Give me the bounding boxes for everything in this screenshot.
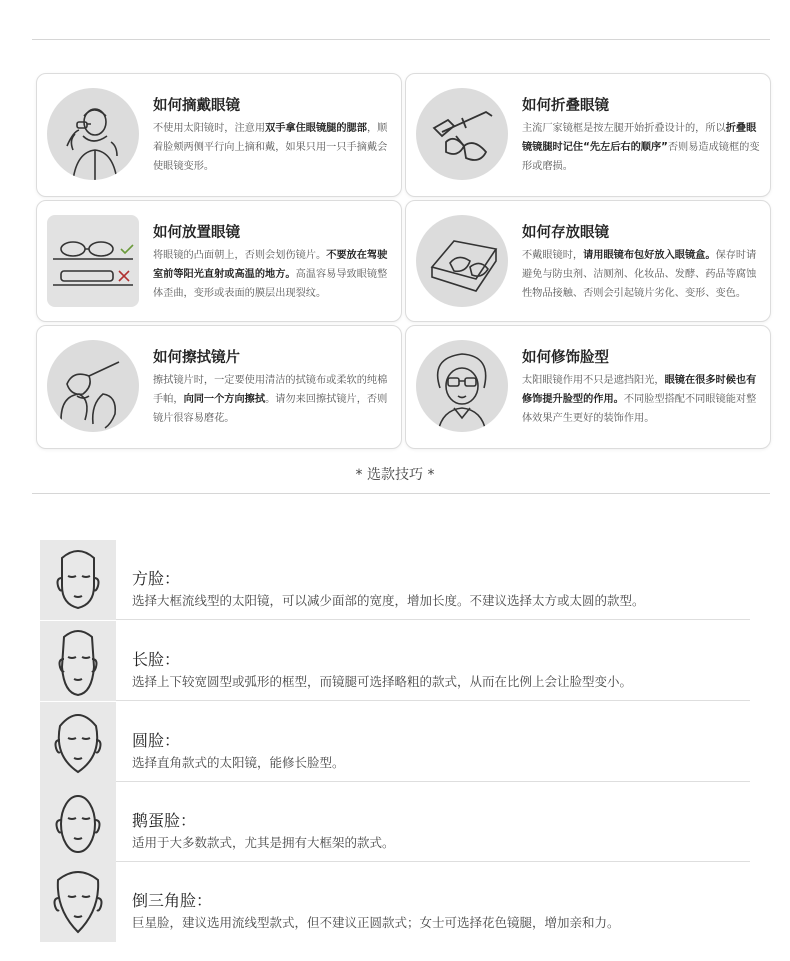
face-advice: 适用于大多数款式，尤其是拥有大框架的款式。 — [132, 835, 395, 850]
card-title: 如何折叠眼镜 — [522, 98, 609, 114]
face-advice: 选择大框流线型的太阳镜，可以减少面部的宽度，增加长度。不建议选择太方或太圆的款型。 — [132, 593, 645, 608]
face-row-square — [40, 540, 750, 620]
face-row-round — [40, 702, 750, 782]
card-desc — [522, 371, 762, 428]
square-face-icon — [40, 540, 116, 620]
long-face-icon — [40, 621, 116, 701]
desc-text: 。请勿来回擦拭镜片，否则镜片很容易磨花。 — [153, 394, 388, 424]
card-desc — [522, 119, 762, 176]
inverted-triangle-face-icon — [40, 862, 116, 942]
care-card-face — [405, 325, 771, 449]
section-caption: * 选款技巧 * — [355, 467, 435, 483]
card-title: 如何放置眼镜 — [153, 225, 240, 241]
desc-text: 将眼镜的凸面朝上，否则会划伤镜片。 — [153, 250, 327, 261]
card-desc — [522, 246, 762, 303]
desc-text: 擦拭镜片时，一定要使用清洁的拭镜布或柔软的纯棉手帕， — [153, 375, 388, 405]
wiping-lens-icon — [47, 340, 139, 432]
face-advice: 巨星脸，建议选用流线型款式，但不建议正圆款式；女士可选择花色镜腿，增加亲和力。 — [132, 915, 620, 930]
glasses-case-icon — [416, 215, 508, 307]
face-name: 倒三角脸： — [132, 891, 213, 910]
folding-glasses-icon — [416, 88, 508, 180]
card-title: 如何存放眼镜 — [522, 225, 609, 241]
desc-emphasis: 向同一个方向擦拭 — [183, 394, 266, 405]
desc-text: 高温容易导致眼镜整体歪曲，变形或表面的膜层出现裂纹。 — [153, 269, 388, 299]
face-name: 长脸： — [132, 650, 181, 669]
round-face-icon — [40, 702, 116, 782]
card-title: 如何摘戴眼镜 — [153, 98, 240, 114]
face-row-inverted-triangle — [40, 862, 750, 942]
face-name: 圆脸： — [132, 731, 181, 750]
care-card-remove — [36, 73, 402, 197]
person-removing-glasses-icon — [47, 88, 139, 180]
desc-text: 不同脸型搭配不同眼镜能对整体效果产生更好的装饰作用。 — [522, 394, 757, 424]
face-advice: 选择上下较宽圆型或弧形的框型，而镜腿可选择略粗的款式，从而在比例上会让脸型变小。 — [132, 674, 633, 689]
face-row-long — [40, 621, 750, 701]
face-advice: 选择直角款式的太阳镜，能修长脸型。 — [132, 755, 345, 770]
care-card-place — [36, 200, 402, 322]
care-card-fold — [405, 73, 771, 197]
desc-emphasis: 请用眼镜布包好放入眼镜盒。 — [583, 250, 716, 261]
card-desc — [153, 371, 393, 428]
top-divider — [32, 39, 770, 40]
row-divider — [116, 619, 750, 620]
row-divider — [116, 700, 750, 701]
desc-text: 不使用太阳镜时，注意用 — [153, 123, 266, 134]
care-card-wipe — [36, 325, 402, 449]
placing-glasses-icon — [47, 215, 139, 307]
desc-text: 否则易造成镜框的变形或磨损。 — [522, 142, 760, 172]
desc-emphasis: 眼镜在很多时候也有修饰提升脸型的作用。 — [522, 375, 757, 405]
card-desc — [153, 246, 393, 303]
woman-with-glasses-icon — [416, 340, 508, 432]
care-card-store — [405, 200, 771, 322]
face-name: 鹅蛋脸： — [132, 811, 197, 830]
desc-emphasis: 双手拿住眼镜腿的腮部 — [265, 123, 367, 134]
desc-emphasis: 不要放在驾驶室前等阳光直射或高温的地方。 — [153, 250, 388, 280]
card-title: 如何修饰脸型 — [522, 350, 609, 366]
face-row-oval — [40, 782, 750, 862]
face-name: 方脸： — [132, 569, 181, 588]
section-divider — [32, 493, 770, 494]
desc-text: 不戴眼镜时， — [522, 250, 584, 261]
desc-text: 主流厂家镜框是按左腿开始折叠设计的，所以 — [522, 123, 726, 134]
oval-face-icon — [40, 782, 116, 862]
desc-text: ，顺着脸颊两侧平行向上摘和戴，如果只用一只手摘戴会使眼镜变形。 — [153, 123, 388, 172]
card-title: 如何擦拭镜片 — [153, 350, 240, 366]
desc-emphasis: 折叠眼镜镜腿时记住“先左后右的顺序” — [522, 123, 757, 153]
card-desc — [153, 119, 393, 176]
desc-text: 太阳眼镜作用不只是遮挡阳光， — [522, 375, 665, 386]
desc-text: 保存时请避免与防虫剂、洁厕剂、化妆品、发酵、药品等腐蚀性物品接触、否则会引起镜片劣化、变形、变色。 — [522, 250, 757, 299]
